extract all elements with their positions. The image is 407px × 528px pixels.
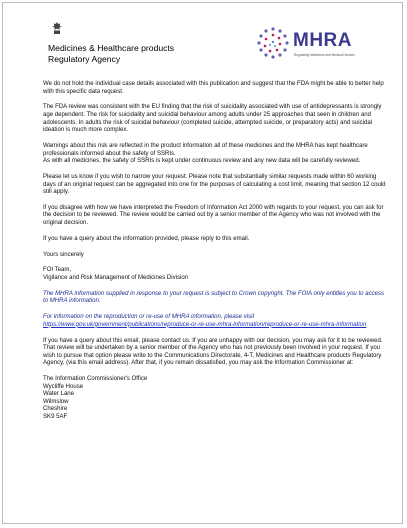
- address-line: Wycliffe House: [43, 383, 84, 390]
- address-line: Wilmslow: [43, 398, 69, 405]
- signature-team: FOI Team,: [43, 267, 72, 274]
- paragraph-fda-review: The FDA review was consistent with the EU finding that the risk of suicidality associated with use of antidepressants is strongly age dependent. The risk for suicidality and suicidal behaviour among adults under 25 approaches that seen in children and adolescents. In adults the risk of suicidal behaviour (completed suicide, attempted suicide, or preparatory acts) and suicidal ideation is much more complex.: [43, 104, 382, 134]
- paragraph-review-rights: If you disagree with how we have interpreted the Freedom of Information Act 2000 with regards to your request, you can ask for the decision to be reviewed. The review would be carried out by a senior member of the Agency who was not involved with the original decision.: [43, 204, 384, 227]
- address-line: The Information Commissioner's Office: [43, 376, 148, 383]
- letter-body: [43, 81, 389, 422]
- org-name-line-1: Medicines & Healthcare products: [48, 43, 175, 53]
- copyright-notice: The MHRA information supplied in response to your request is subject to Crown copyright. The FOIA only entitles you to access to MHRA information.: [43, 290, 385, 305]
- paragraph-query: If you have a query about the information provided, please reply to this email.: [43, 235, 250, 242]
- reuse-link[interactable]: https://www.gov.uk/government/publications/reproduce-or-re-use-mhra-information/reproduce-or-re-use-mhra-information: [43, 321, 367, 328]
- paragraph-narrow-request: Please let us know if you wish to narrow your request. Please note that substantially similar requests made within 60 working days of an original request can be aggregated into one for the purposes of calculating a cost limit, meaning that section 12 could still apply.: [43, 173, 386, 196]
- royal-crest-icon: [50, 21, 64, 35]
- ico-address: [43, 376, 389, 422]
- signature-division: Vigilance and Risk Management of Medicines Division: [43, 275, 189, 281]
- paragraph-warnings: [43, 143, 389, 166]
- document-page: [2, 2, 403, 524]
- dot-cluster-icon: [253, 25, 293, 63]
- sign-off: Yours sincerely: [43, 251, 84, 258]
- address-line: Cheshire: [43, 406, 68, 413]
- reuse-intro: For information on the reproduction or re-use of MHRA information, please visit: [43, 314, 255, 321]
- address-line: SK9 5AF: [43, 414, 68, 421]
- address-line: Water Lane: [43, 391, 75, 398]
- reuse-notice: [43, 314, 389, 329]
- paragraph-complaint: If you have a query about this email, please contact us. If you are unhappy with our decision, you may ask for it to be reviewed. That review will be undertaken by a senior member of the Agency who has not previously been involved in your request. If you wish to pursue that option please write to the Communications Directorate, 4-T, Medicines and Healthcare products Regulatory Agency, (via this email address). After that, if you remain dissatisfied, you may ask the Information Commissioner at:: [43, 337, 383, 367]
- logo-wordmark: MHRA: [293, 30, 352, 51]
- mhra-logo: [253, 25, 383, 63]
- warnings-text: Warnings about this risk are reflected in the product information all of these medicines and the MHRA has kept healthcare professionals informed about the safety of SSRIs.: [43, 142, 368, 157]
- signature-block: [43, 267, 389, 282]
- paragraph-fda: We do not hold the individual case details associated with this publication and suggest that the FDA might be able to better help with this specific data request.: [43, 81, 384, 95]
- organisation-name: [48, 43, 248, 64]
- org-name-line-2: Regulatory Agency: [48, 53, 121, 64]
- safety-review-text: As with all medicines, the safety of SSRIs is kept under continuous review and any new data will be carefully reviewed.: [43, 158, 361, 165]
- logo-tagline: Regulating Medicines and Medical Devices: [294, 53, 355, 57]
